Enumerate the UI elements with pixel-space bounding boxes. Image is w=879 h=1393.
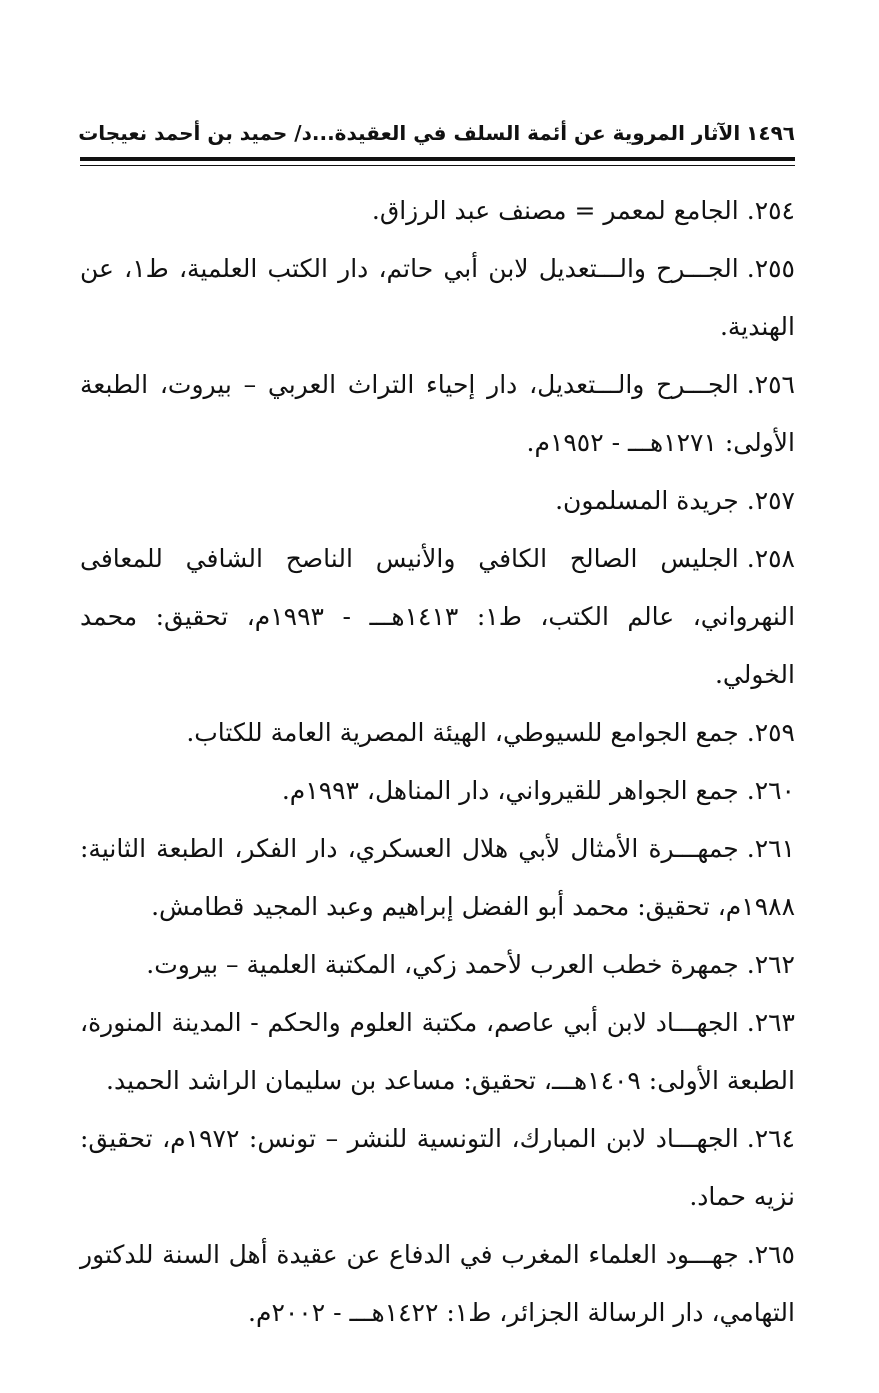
bibliography-entry [80,356,795,472]
entry-text: جمع الجوامع للسيوطي، الهيئة المصرية العامة للكتاب. [186,718,739,747]
page-number: ١٤٩٦ [746,121,795,145]
bibliography-entry [80,1110,795,1226]
bibliography-entry [80,704,795,762]
running-header [80,116,795,150]
bibliography-entry [80,530,795,704]
entry-text: جمهـــرة الأمثال لأبي هلال العسكري، دار الفكر، الطبعة الثانية: ١٩٨٨م، تحقيق: محمد أبو الفضل إبراهيم وعبد المجيد قطامش. [80,834,795,921]
document-page [80,0,795,1393]
entry-text: الجـــرح والـــتعديل لابن أبي حاتم، دار الكتب العلمية، ط١، عن الهندية. [80,254,795,341]
entry-number: ٢٥٨. [746,544,795,573]
bibliography-entry [80,820,795,936]
entry-number: ٢٦٤. [746,1124,795,1153]
entry-number: ٢٥٩. [746,718,795,747]
entry-number: ٢٥٤. [746,196,795,225]
entry-number: ٢٥٥. [746,254,795,283]
entry-number: ٢٥٦. [746,370,795,399]
entry-number: ٢٦١. [746,834,795,863]
header-rule-thin [80,165,795,166]
entry-text: جهـــود العلماء المغرب في الدفاع عن عقيدة أهل السنة للدكتور التهامي، دار الرسالة الجزائر، ط١: ١٤٢٢هـــ - ٢٠٠٢م. [80,1240,795,1327]
entry-text: الجـــرح والـــتعديل، دار إحياء التراث العربي – بيروت، الطبعة الأولى: ١٢٧١هـــ - ١٩٥٢م. [80,370,795,457]
entry-number: ٢٦٥. [746,1240,795,1269]
entry-text: جريدة المسلمون. [555,486,739,515]
entry-text: جمهرة خطب العرب لأحمد زكي، المكتبة العلمية – بيروت. [146,950,739,979]
bibliography-entry [80,240,795,356]
entry-text: جمع الجواهر للقيرواني، دار المناهل، ١٩٩٣م. [281,776,739,805]
entry-number: ٢٦٢. [746,950,795,979]
bibliography-entry [80,472,795,530]
entry-text: الجهـــاد لابن المبارك، التونسية للنشر – تونس: ١٩٧٢م، تحقيق: نزيه حماد. [80,1124,795,1211]
bibliography-entry [80,182,795,240]
entry-number: ٢٦٣. [746,1008,795,1037]
bibliography-entry [80,936,795,994]
entry-text: الجليس الصالح الكافي والأنيس الناصح الشافي للمعافى النهرواني، عالم الكتب، ط١: ١٤١٣هـــ - ١٩٩٣م، تحقيق: محمد الخولي. [80,544,796,689]
bibliography-list [80,182,795,1342]
bibliography-entry [80,762,795,820]
entry-number: ٢٥٧. [746,486,795,515]
entry-number: ٢٦٠. [746,776,795,805]
entry-text: الجامع لمعمر = مصنف عبد الرزاق. [371,196,739,225]
running-title: الآثار المروية عن أئمة السلف في العقيدة...د/ حميد بن أحمد نعيجات [78,121,741,145]
header-rule-thick [80,157,795,161]
bibliography-entry [80,1226,795,1342]
entry-text: الجهـــاد لابن أبي عاصم، مكتبة العلوم والحكم - المدينة المنورة، الطبعة الأولى: ١٤٠٩هـــ، تحقيق: مساعد بن سليمان الراشد الحميد. [80,1008,795,1095]
bibliography-entry [80,994,795,1110]
